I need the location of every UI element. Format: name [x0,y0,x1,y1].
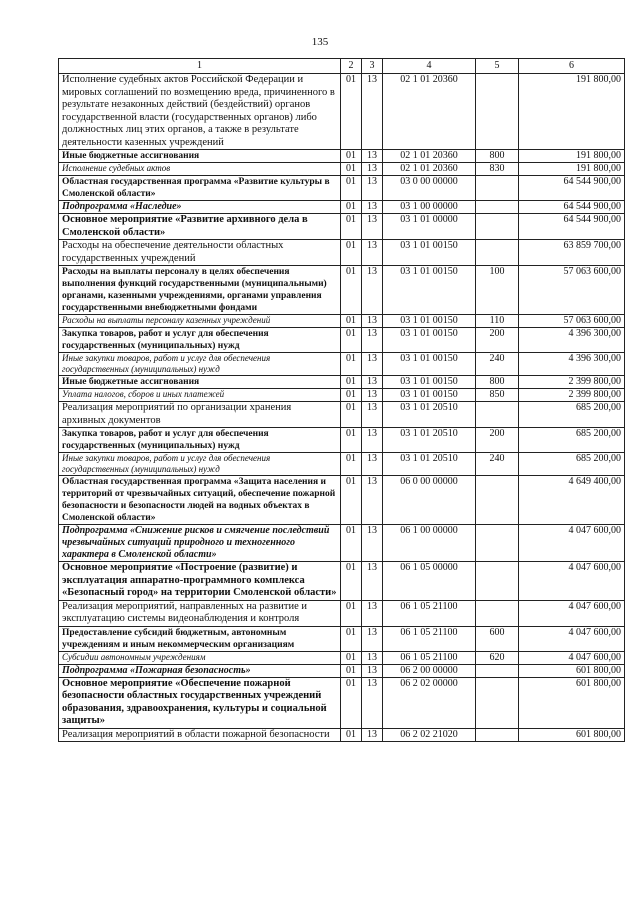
expense-type-cell [476,677,519,728]
amount-cell: 601 800,00 [519,728,625,742]
amount-cell: 601 800,00 [519,677,625,728]
target-article-cell: 03 1 01 20510 [383,453,476,476]
expense-type-cell [476,664,519,677]
target-article-cell: 03 1 00 00000 [383,201,476,214]
section-code-cell: 01 [341,664,362,677]
row-name-cell: Областная государственная программа «Защита населения и территорий от чрезвычайных ситуаций, обеспечение пожарной безопасности и безопасности людей на водных объектах в Смоленской области» [59,476,341,525]
row-name-cell: Расходы на выплаты персоналу в целях обеспечения выполнения функций государственными (муниципальными) органами, казенными учреждениями, органами управления государственными внебюджетными фондами [59,266,341,315]
expense-type-cell: 200 [476,328,519,353]
section-code-cell: 01 [341,562,362,601]
row-name-cell: Основное мероприятие «Развитие архивного дела в Смоленской области» [59,214,341,240]
table-row [59,525,625,562]
subsection-code-cell: 13 [362,240,383,266]
table-row [59,328,625,353]
target-article-cell: 03 1 01 00150 [383,328,476,353]
table-row [59,176,625,201]
table-row [59,476,625,525]
expense-type-cell [476,476,519,525]
expense-type-cell: 110 [476,315,519,328]
section-code-cell: 01 [341,74,362,150]
subsection-code-cell: 13 [362,600,383,626]
section-code-cell: 01 [341,651,362,664]
amount-cell: 57 063 600,00 [519,266,625,315]
amount-cell: 601 800,00 [519,664,625,677]
section-code-cell: 01 [341,353,362,376]
amount-cell: 191 800,00 [519,163,625,176]
target-article-cell: 03 1 01 00150 [383,315,476,328]
section-code-cell: 01 [341,163,362,176]
row-name-cell: Закупка товаров, работ и услуг для обеспечения государственных (муниципальных) нужд [59,328,341,353]
section-code-cell: 01 [341,600,362,626]
section-code-cell: 01 [341,328,362,353]
subsection-code-cell: 13 [362,402,383,428]
table-row [59,651,625,664]
target-article-cell: 03 1 01 00150 [383,389,476,402]
subsection-code-cell: 13 [362,728,383,742]
amount-cell: 4 047 600,00 [519,626,625,651]
table-row [59,214,625,240]
subsection-code-cell: 13 [362,376,383,389]
target-article-cell: 03 1 01 00150 [383,353,476,376]
amount-cell: 4 047 600,00 [519,600,625,626]
row-name-cell: Иные закупки товаров, работ и услуг для обеспечения государственных (муниципальных) нужд [59,353,341,376]
table-row [59,453,625,476]
table-row [59,600,625,626]
section-code-cell: 01 [341,176,362,201]
amount-cell: 4 047 600,00 [519,562,625,601]
section-code-cell: 01 [341,240,362,266]
subsection-code-cell: 13 [362,201,383,214]
row-name-cell: Субсидии автономным учреждениям [59,651,341,664]
section-code-cell: 01 [341,626,362,651]
target-article-cell: 06 2 02 21020 [383,728,476,742]
expense-type-cell: 240 [476,453,519,476]
target-article-cell: 06 1 05 21100 [383,626,476,651]
row-name-cell: Основное мероприятие «Обеспечение пожарной безопасности областных государственных учреждений образования, здравоохранения, культуры и социальной защиты» [59,677,341,728]
row-name-cell: Уплата налогов, сборов и иных платежей [59,389,341,402]
expense-type-cell [476,562,519,601]
table-row [59,562,625,601]
column-header-3: 3 [362,59,383,74]
subsection-code-cell: 13 [362,664,383,677]
table-row [59,389,625,402]
subsection-code-cell: 13 [362,651,383,664]
expense-type-cell: 800 [476,150,519,163]
amount-cell: 2 399 800,00 [519,389,625,402]
section-code-cell: 01 [341,428,362,453]
subsection-code-cell: 13 [362,453,383,476]
amount-cell: 2 399 800,00 [519,376,625,389]
row-name-cell: Иные закупки товаров, работ и услуг для обеспечения государственных (муниципальных) нужд [59,453,341,476]
amount-cell: 4 396 300,00 [519,328,625,353]
target-article-cell: 03 1 01 20510 [383,402,476,428]
expense-type-cell: 200 [476,428,519,453]
row-name-cell: Подпрограмма «Пожарная безопасность» [59,664,341,677]
subsection-code-cell: 13 [362,677,383,728]
row-name-cell: Расходы на выплаты персоналу казенных учреждений [59,315,341,328]
section-code-cell: 01 [341,728,362,742]
table-row [59,626,625,651]
target-article-cell: 06 2 02 00000 [383,677,476,728]
row-name-cell: Реализация мероприятий в области пожарной безопасности [59,728,341,742]
section-code-cell: 01 [341,266,362,315]
amount-cell: 191 800,00 [519,74,625,150]
section-code-cell: 01 [341,677,362,728]
target-article-cell: 02 1 01 20360 [383,163,476,176]
expense-type-cell: 830 [476,163,519,176]
table-header-row [59,59,625,74]
expense-type-cell [476,240,519,266]
section-code-cell: 01 [341,453,362,476]
subsection-code-cell: 13 [362,163,383,176]
amount-cell: 63 859 700,00 [519,240,625,266]
target-article-cell: 03 1 01 00150 [383,266,476,315]
column-header-5: 5 [476,59,519,74]
expense-type-cell [476,176,519,201]
target-article-cell: 06 1 05 21100 [383,651,476,664]
row-name-cell: Подпрограмма «Наследие» [59,201,341,214]
amount-cell: 4 047 600,00 [519,651,625,664]
amount-cell: 685 200,00 [519,402,625,428]
amount-cell: 57 063 600,00 [519,315,625,328]
row-name-cell: Областная государственная программа «Развитие культуры в Смоленской области» [59,176,341,201]
section-code-cell: 01 [341,201,362,214]
target-article-cell: 03 0 00 00000 [383,176,476,201]
column-header-6: 6 [519,59,625,74]
amount-cell: 64 544 900,00 [519,176,625,201]
amount-cell: 64 544 900,00 [519,214,625,240]
subsection-code-cell: 13 [362,266,383,315]
subsection-code-cell: 13 [362,428,383,453]
target-article-cell: 03 1 01 00000 [383,214,476,240]
table-row [59,677,625,728]
section-code-cell: 01 [341,376,362,389]
expense-type-cell: 800 [476,376,519,389]
table-row [59,150,625,163]
table-row [59,402,625,428]
target-article-cell: 03 1 01 20510 [383,428,476,453]
target-article-cell: 06 1 05 00000 [383,562,476,601]
target-article-cell: 06 2 00 00000 [383,664,476,677]
expense-type-cell [476,214,519,240]
expense-type-cell [476,728,519,742]
subsection-code-cell: 13 [362,74,383,150]
subsection-code-cell: 13 [362,389,383,402]
subsection-code-cell: 13 [362,328,383,353]
section-code-cell: 01 [341,476,362,525]
row-name-cell: Закупка товаров, работ и услуг для обеспечения государственных (муниципальных) нужд [59,428,341,453]
row-name-cell: Иные бюджетные ассигнования [59,150,341,163]
expense-type-cell: 100 [476,266,519,315]
expense-type-cell [476,201,519,214]
column-header-1: 1 [59,59,341,74]
target-article-cell: 02 1 01 20360 [383,150,476,163]
expense-type-cell: 620 [476,651,519,664]
table-row [59,201,625,214]
expense-type-cell: 850 [476,389,519,402]
row-name-cell: Исполнение судебных актов Российской Федерации и мировых соглашений по возмещению вреда, причиненного в результате незаконных действий (бездействий) органов государственной власти (государственных органов) либо должностных лиц этих органов, а также в результате деятельности казенных учреждений [59,74,341,150]
column-header-4: 4 [383,59,476,74]
section-code-cell: 01 [341,525,362,562]
section-code-cell: 01 [341,214,362,240]
table-row [59,353,625,376]
amount-cell: 4 396 300,00 [519,353,625,376]
row-name-cell: Исполнение судебных актов [59,163,341,176]
target-article-cell: 03 1 01 00150 [383,376,476,389]
subsection-code-cell: 13 [362,315,383,328]
table-row [59,163,625,176]
subsection-code-cell: 13 [362,626,383,651]
page-number: 135 [311,36,329,48]
expense-type-cell [476,525,519,562]
subsection-code-cell: 13 [362,214,383,240]
row-name-cell: Иные бюджетные ассигнования [59,376,341,389]
amount-cell: 685 200,00 [519,453,625,476]
expense-type-cell [476,74,519,150]
row-name-cell: Основное мероприятие «Построение (развитие) и эксплуатация аппаратно-программного комплекса «Безопасный город» на территории Смоленской области» [59,562,341,601]
row-name-cell: Расходы на обеспечение деятельности областных государственных учреждений [59,240,341,266]
table-row [59,664,625,677]
table-row [59,240,625,266]
table-row [59,315,625,328]
section-code-cell: 01 [341,389,362,402]
amount-cell: 685 200,00 [519,428,625,453]
row-name-cell: Реализация мероприятий по организации хранения архивных документов [59,402,341,428]
amount-cell: 64 544 900,00 [519,201,625,214]
target-article-cell: 02 1 01 20360 [383,74,476,150]
table-row [59,74,625,150]
subsection-code-cell: 13 [362,525,383,562]
expense-type-cell: 600 [476,626,519,651]
budget-table [58,58,625,742]
target-article-cell: 06 1 00 00000 [383,525,476,562]
subsection-code-cell: 13 [362,562,383,601]
section-code-cell: 01 [341,150,362,163]
amount-cell: 4 047 600,00 [519,525,625,562]
amount-cell: 4 649 400,00 [519,476,625,525]
table-row [59,428,625,453]
amount-cell: 191 800,00 [519,150,625,163]
section-code-cell: 01 [341,315,362,328]
expense-type-cell [476,402,519,428]
table-row [59,266,625,315]
expense-type-cell: 240 [476,353,519,376]
row-name-cell: Подпрограмма «Снижение рисков и смягчение последствий чрезвычайных ситуаций природного и техногенного характера в Смоленской области» [59,525,341,562]
column-header-2: 2 [341,59,362,74]
section-code-cell: 01 [341,402,362,428]
row-name-cell: Предоставление субсидий бюджетным, автономным учреждениям и иным некоммерческим организациям [59,626,341,651]
target-article-cell: 06 0 00 00000 [383,476,476,525]
row-name-cell: Реализация мероприятий, направленных на развитие и эксплуатацию системы видеонаблюдения и контроля [59,600,341,626]
table-row [59,728,625,742]
subsection-code-cell: 13 [362,476,383,525]
expense-type-cell [476,600,519,626]
subsection-code-cell: 13 [362,176,383,201]
subsection-code-cell: 13 [362,150,383,163]
target-article-cell: 03 1 01 00150 [383,240,476,266]
subsection-code-cell: 13 [362,353,383,376]
target-article-cell: 06 1 05 21100 [383,600,476,626]
table-row [59,376,625,389]
